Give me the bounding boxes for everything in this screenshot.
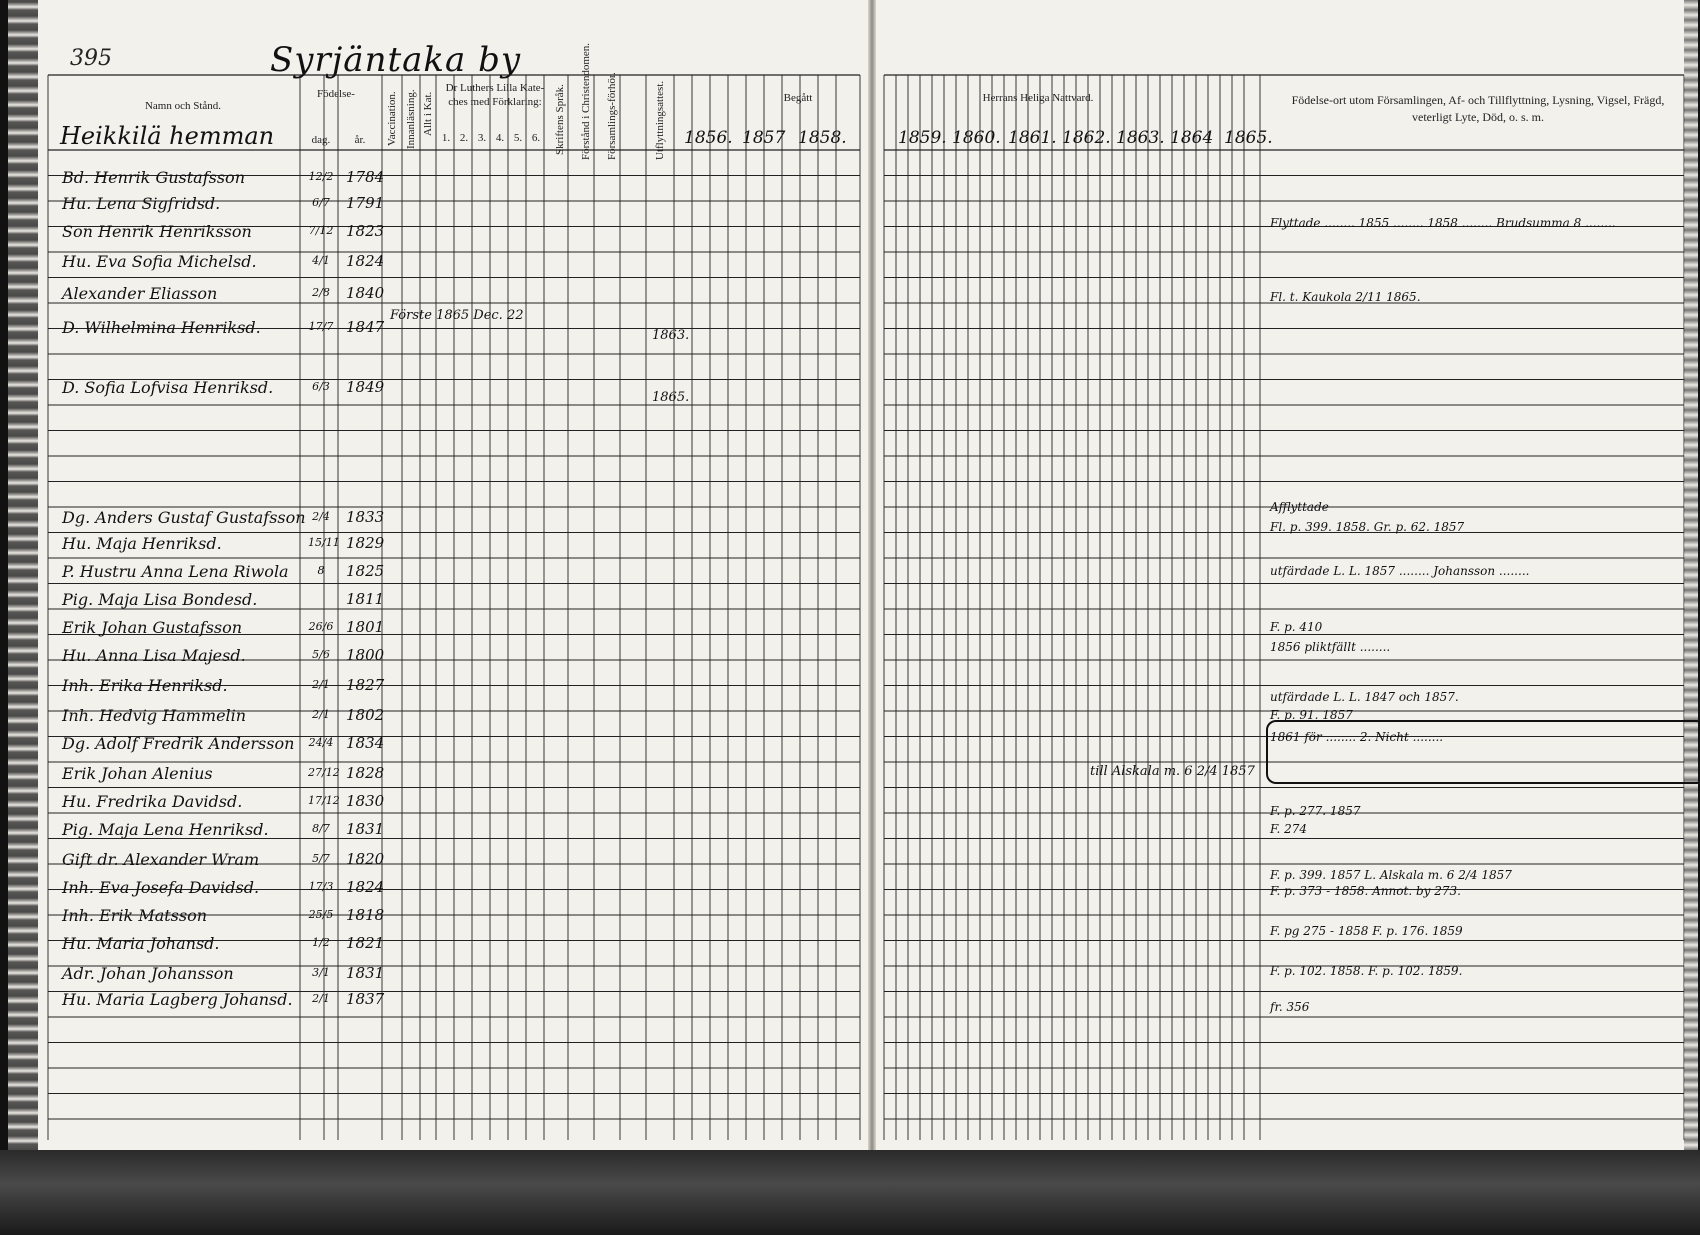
entry-birth-year: 1802 (346, 706, 385, 724)
year-header: 1862. (1062, 128, 1111, 148)
entry-birth-year: 1847 (346, 318, 385, 336)
inline-note: till Alskala m. 6 2/4 1857 (1090, 764, 1255, 779)
header-luther-2: ches med Förklaring: (448, 96, 542, 108)
entry-birth-day: 8/7 (312, 822, 330, 835)
entry-birth-year: 1829 (346, 534, 385, 552)
entry-birth-day: 6/7 (312, 196, 330, 209)
entry-name: Hu. Fredrika Davidsd. (62, 792, 243, 811)
header-vaccination: Vaccination. (386, 91, 398, 147)
entry-birth-year: 1849 (346, 378, 385, 396)
entry-name: D. Wilhelmina Henriksd. (62, 318, 261, 337)
entry-name: Inh. Erika Henriksd. (62, 676, 228, 695)
page-number: 395 (70, 46, 112, 71)
catechism-col-header: 6. (531, 132, 541, 144)
entry-birth-year: 1823 (346, 222, 385, 240)
remark-entry: F. p. 410 (1270, 620, 1323, 634)
inline-note: 1865. (652, 390, 690, 405)
catechism-col-header: 3. (477, 132, 487, 144)
entry-birth-year: 1784 (346, 168, 385, 186)
remark-entry: F. p. 102. 1858. F. p. 102. 1859. (1270, 964, 1463, 978)
header-name: Namn och Stånd. (144, 100, 222, 112)
village-title: Syrjäntaka by (270, 40, 522, 80)
entry-birth-year: 1834 (346, 734, 385, 752)
year-header: 1859. (898, 128, 947, 148)
right-page-edge (1684, 0, 1698, 1150)
entry-birth-year: 1840 (346, 284, 385, 302)
header-forstand: Förstånd i Christendomen. (580, 42, 592, 160)
entry-birth-day: 5/6 (312, 648, 330, 661)
header-skrift: Skriftens Språk. (554, 84, 566, 156)
entry-birth-day: 2/1 (312, 708, 330, 721)
year-header: 1863. (1116, 128, 1165, 148)
header-reading: Innanläsning. (405, 89, 417, 149)
entry-birth-day: 25/5 (308, 908, 334, 921)
entry-birth-day: 17/12 (308, 794, 340, 807)
left-page-edge (8, 0, 38, 1150)
entry-birth-day: 26/6 (308, 620, 334, 633)
scanner-background (0, 1150, 1700, 1235)
entry-birth-day: 2/1 (312, 992, 330, 1005)
entry-birth-day: 6/3 (312, 380, 330, 393)
header-all-catechism: Allt i Kat. (422, 91, 434, 137)
entry-name: Hu. Lena Sigfridsd. (62, 194, 221, 213)
entry-name: Pig. Maja Lisa Bondesd. (62, 590, 258, 609)
remark-entry: 1856 pliktfällt ........ (1270, 640, 1391, 654)
header-remarks: Födelse-ort utom Församlingen, Af- och Tillflyttning, Lysning, Vigsel, Frägd, veterligt Lyte, Död, o. s. m. (1291, 93, 1665, 124)
remark-entry: 1861 för ........ 2. Nicht ........ (1270, 730, 1444, 744)
entry-name: Inh. Erik Matsson (62, 906, 208, 925)
entry-name: Dg. Adolf Fredrik Andersson (62, 734, 295, 753)
entry-name: Son Henrik Henriksson (62, 222, 252, 241)
header-utflyttning: Utflyttningsattest. (654, 80, 666, 160)
entry-birth-day: 2/4 (312, 510, 330, 523)
entry-name: Hu. Maria Lagberg Johansd. (62, 990, 293, 1009)
remark-entry: F. p. 91. 1857 (1270, 708, 1353, 722)
entry-birth-year: 1821 (346, 934, 385, 952)
remark-entry: F. 274 (1270, 822, 1307, 836)
entry-birth-day: 5/7 (312, 852, 330, 865)
entry-birth-day: 24/4 (308, 736, 334, 749)
household-name: Heikkilä hemman (60, 122, 275, 150)
remark-entry: F. pg 275 - 1858 F. p. 176. 1859 (1270, 924, 1463, 938)
entry-birth-day: 8 (317, 564, 325, 577)
book-spine (868, 0, 876, 1150)
entry-birth-day: 17/3 (308, 880, 334, 893)
entry-birth-year: 1825 (346, 562, 385, 580)
entry-birth-year: 1824 (346, 878, 385, 896)
catechism-col-header: 1. (441, 132, 451, 144)
catechism-col-header: 5. (513, 132, 523, 144)
year-header: 1857 (742, 128, 786, 148)
entry-birth-day: 17/7 (308, 320, 334, 333)
entry-name: P. Hustru Anna Lena Riwola (62, 562, 289, 581)
entry-name: Pig. Maja Lena Henriksd. (62, 820, 269, 839)
entry-birth-year: 1791 (346, 194, 385, 212)
entry-name: Erik Johan Gustafsson (62, 618, 243, 637)
remark-entry: utfärdade L. L. 1857 ........ Johansson ........ (1270, 564, 1530, 578)
remark-entry: fr. 356 (1270, 1000, 1310, 1014)
remark-entry: Fl. p. 399. 1858. Gr. p. 62. 1857 (1270, 520, 1465, 534)
header-birth-day: dag. (311, 134, 331, 146)
entry-birth-year: 1830 (346, 792, 385, 810)
header-birth: Födelse- (317, 88, 355, 100)
entry-name: Inh. Eva Josefa Davidsd. (62, 878, 260, 897)
entry-birth-day: 1/2 (312, 936, 330, 949)
remark-entry: utfärdade L. L. 1847 och 1857. (1270, 690, 1459, 704)
entry-birth-year: 1801 (346, 618, 385, 636)
year-header: 1864 (1170, 128, 1214, 148)
entry-birth-year: 1818 (346, 906, 385, 924)
entry-birth-day: 15/11 (308, 536, 340, 549)
entry-birth-year: 1824 (346, 252, 385, 270)
entry-birth-year: 1827 (346, 676, 385, 694)
entry-name: Gift dr. Alexander Wram (62, 850, 260, 869)
entry-birth-day: 27/12 (308, 766, 340, 779)
entry-birth-year: 1833 (346, 508, 385, 526)
header-forsamling: Församlings-förhör. (606, 72, 618, 160)
entry-birth-year: 1811 (346, 590, 385, 608)
entry-birth-year: 1828 (346, 764, 385, 782)
entry-name: Hu. Eva Sofia Michelsd. (62, 252, 257, 271)
remark-entry: Flyttade ........ 1855 ........ 1858 ........ Brudsumma 8 ........ (1270, 216, 1616, 230)
year-header: 1861. (1008, 128, 1057, 148)
entry-birth-day: 7/12 (308, 224, 334, 237)
entry-name: Hu. Maja Henriksd. (62, 534, 222, 553)
year-header: 1860. (952, 128, 1001, 148)
remark-entry: F. p. 399. 1857 L. Alskala m. 6 2/4 1857 (1270, 868, 1512, 882)
entry-birth-day: 2/1 (312, 678, 330, 691)
year-header: 1858. (798, 128, 847, 148)
header-nattvard: Herrans Heliga Nattvard. (982, 92, 1094, 104)
entry-name: Bd. Henrik Gustafsson (62, 168, 245, 187)
remark-entry: Afflyttade (1270, 500, 1329, 514)
entry-birth-year: 1831 (346, 964, 385, 982)
ledger-spread (8, 0, 1698, 1150)
entry-name: Hu. Maria Johansd. (62, 934, 220, 953)
inline-note: Förste 1865 Dec. 22 (390, 308, 524, 323)
remark-entry: F. p. 373 - 1858. Annot. by 273. (1270, 884, 1461, 898)
entry-name: Hu. Anna Lisa Majesd. (62, 646, 246, 665)
entry-birth-year: 1800 (346, 646, 385, 664)
header-birth-year: år. (354, 134, 366, 146)
entry-birth-day: 2/8 (312, 286, 330, 299)
entry-birth-year: 1831 (346, 820, 385, 838)
year-header: 1856. (684, 128, 733, 148)
year-header: 1865. (1224, 128, 1273, 148)
catechism-col-header: 4. (495, 132, 505, 144)
entry-name: Adr. Johan Johansson (62, 964, 234, 983)
entry-birth-year: 1837 (346, 990, 385, 1008)
entry-birth-year: 1820 (346, 850, 385, 868)
remark-entry: F. p. 277. 1857 (1270, 804, 1361, 818)
header-begatt: Begått (783, 92, 813, 104)
entry-name: Alexander Eliasson (62, 284, 218, 303)
entry-name: Erik Johan Alenius (62, 764, 213, 783)
header-luther: Dr Luthers Lilla Kate- (445, 82, 545, 94)
entry-name: Dg. Anders Gustaf Gustafsson (62, 508, 306, 527)
entry-birth-day: 12/2 (308, 170, 334, 183)
remark-entry: Fl. t. Kaukola 2/11 1865. (1270, 290, 1421, 304)
entry-birth-day: 3/1 (312, 966, 330, 979)
entry-name: Inh. Hedvig Hammelin (62, 706, 247, 725)
entry-name: D. Sofia Lofvisa Henriksd. (62, 378, 274, 397)
entry-birth-day: 4/1 (312, 254, 330, 267)
inline-note: 1863. (652, 328, 690, 343)
catechism-col-header: 2. (459, 132, 469, 144)
